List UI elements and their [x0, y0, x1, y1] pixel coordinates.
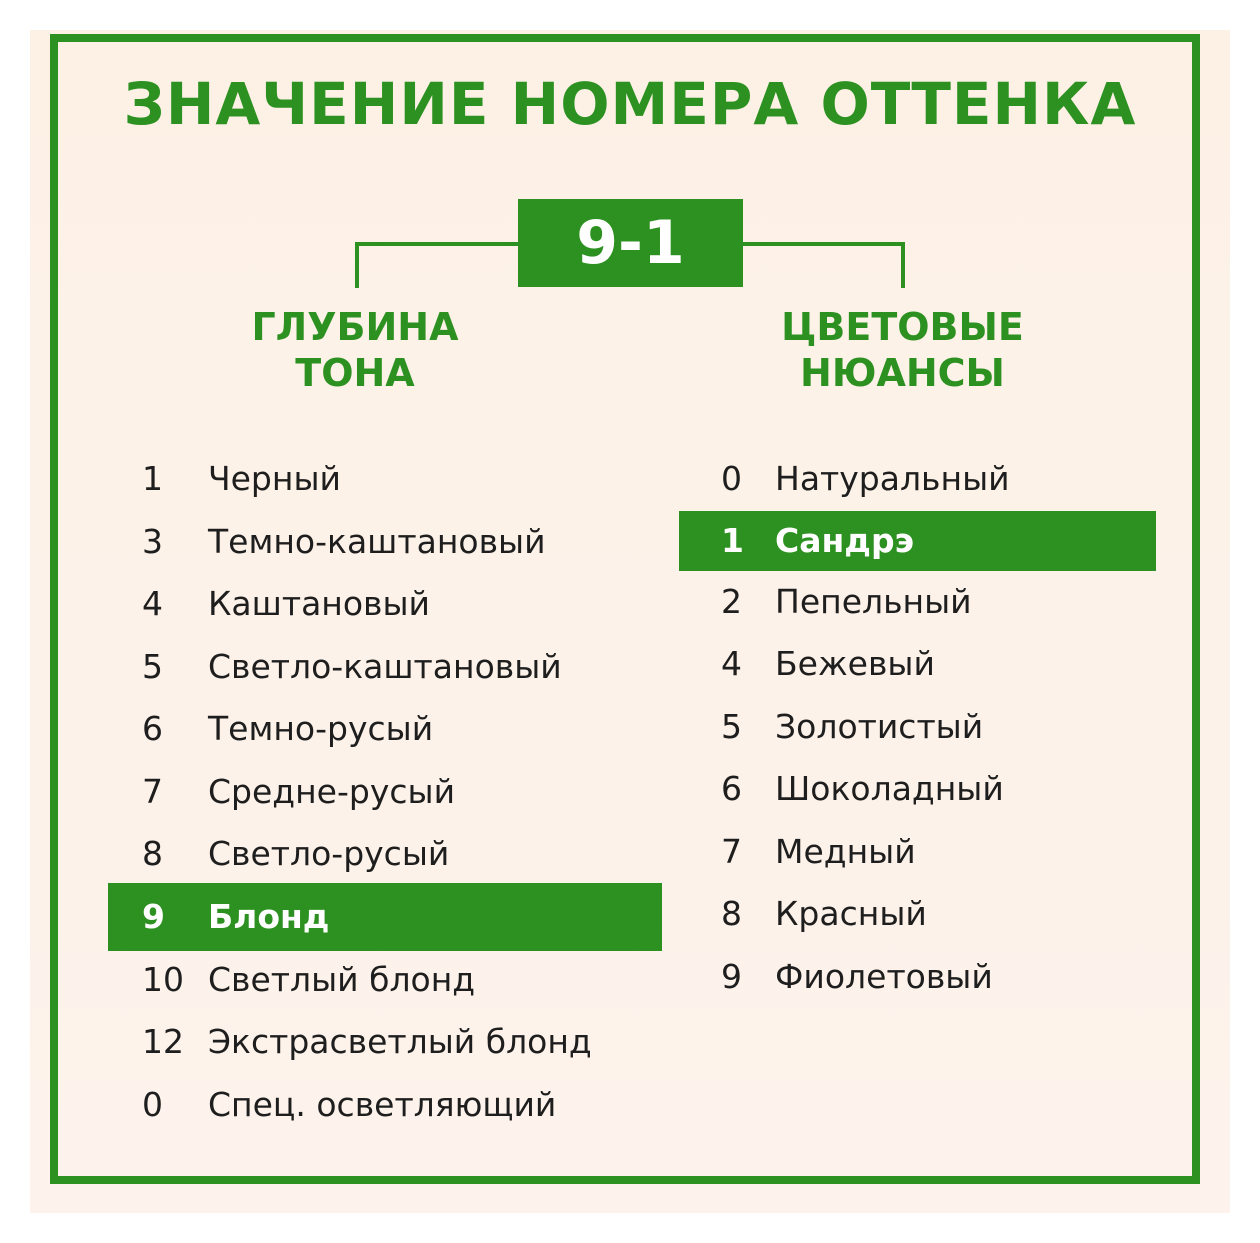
item-number: 1	[721, 520, 744, 560]
item-label: Средне-русый	[208, 771, 456, 811]
item-number: 3	[142, 521, 163, 561]
color-nuance-item	[679, 696, 1156, 759]
shade-code-badge: 9-1	[518, 199, 743, 287]
item-number: 0	[721, 459, 742, 498]
item-number: 5	[142, 646, 163, 686]
item-label: Блонд	[208, 896, 330, 936]
item-number: 2	[721, 581, 742, 621]
item-number: 10	[142, 959, 184, 999]
color-nuance-item	[679, 448, 1156, 511]
tone-depth-item	[108, 511, 662, 574]
item-number: 7	[721, 831, 742, 871]
item-number: 4	[721, 644, 742, 683]
item-number: 0	[142, 1084, 163, 1124]
connector-left	[355, 242, 518, 288]
page-title: ЗНАЧЕНИЕ НОМЕРА ОТТЕНКА	[123, 70, 1137, 138]
item-label: Спец. осветляющий	[208, 1084, 557, 1124]
connector-right	[743, 242, 905, 288]
item-number: 6	[142, 709, 163, 748]
tone-depth-item-highlighted	[108, 883, 662, 951]
item-label: Каштановый	[208, 584, 431, 623]
item-number: 4	[142, 584, 163, 623]
tone-depth-heading-line1: ГЛУБИНА	[251, 305, 459, 349]
item-label: Сандрэ	[775, 520, 915, 560]
item-label: Экстрасветлый блонд	[208, 1022, 592, 1061]
color-nuance-item	[679, 758, 1156, 821]
item-label: Фиолетовый	[775, 956, 993, 996]
item-label: Темно-русый	[208, 709, 434, 748]
item-label: Темно-каштановый	[208, 521, 546, 561]
color-nuance-item	[679, 633, 1156, 696]
color-nuance-item	[679, 883, 1156, 946]
tone-depth-item	[108, 823, 662, 886]
item-label: Черный	[208, 459, 341, 498]
item-number: 9	[142, 896, 165, 936]
color-nuance-item	[679, 946, 1156, 1009]
item-number: 8	[721, 894, 742, 933]
item-label: Светло-каштановый	[208, 646, 562, 686]
tone-depth-heading-line2: ТОНА	[295, 351, 415, 395]
color-nuance-item-highlighted	[679, 511, 1156, 571]
tone-depth-item	[108, 1074, 662, 1137]
color-nuances-heading-line1: ЦВЕТОВЫЕ	[781, 305, 1024, 349]
item-label: Шоколадный	[775, 769, 1004, 808]
item-label: Натуральный	[775, 459, 1010, 498]
tone-depth-item	[108, 761, 662, 824]
color-nuances-heading-line2: НЮАНСЫ	[800, 351, 1005, 395]
color-nuances-heading	[740, 304, 1065, 396]
color-nuance-item	[679, 571, 1156, 634]
item-label: Медный	[775, 831, 916, 871]
item-number: 8	[142, 834, 163, 873]
item-number: 7	[142, 771, 163, 811]
item-number: 1	[142, 459, 163, 498]
item-label: Бежевый	[775, 644, 935, 683]
item-number: 12	[142, 1022, 184, 1061]
item-number: 6	[721, 769, 742, 808]
item-label: Красный	[775, 894, 927, 933]
item-label: Золотистый	[775, 706, 984, 746]
color-nuance-item	[679, 821, 1156, 884]
item-number: 5	[721, 706, 742, 746]
tone-depth-list	[108, 448, 662, 1136]
tone-depth-item	[108, 573, 662, 636]
item-label: Пепельный	[775, 581, 972, 621]
tone-depth-item	[108, 1011, 662, 1074]
item-label: Светло-русый	[208, 834, 450, 873]
tone-depth-item	[108, 448, 662, 511]
tone-depth-item	[108, 698, 662, 761]
tone-depth-heading	[200, 304, 510, 396]
item-label: Светлый блонд	[208, 959, 476, 999]
tone-depth-item	[108, 636, 662, 699]
color-nuances-list	[679, 448, 1156, 1008]
item-number: 9	[721, 956, 742, 996]
tone-depth-item	[108, 949, 662, 1012]
